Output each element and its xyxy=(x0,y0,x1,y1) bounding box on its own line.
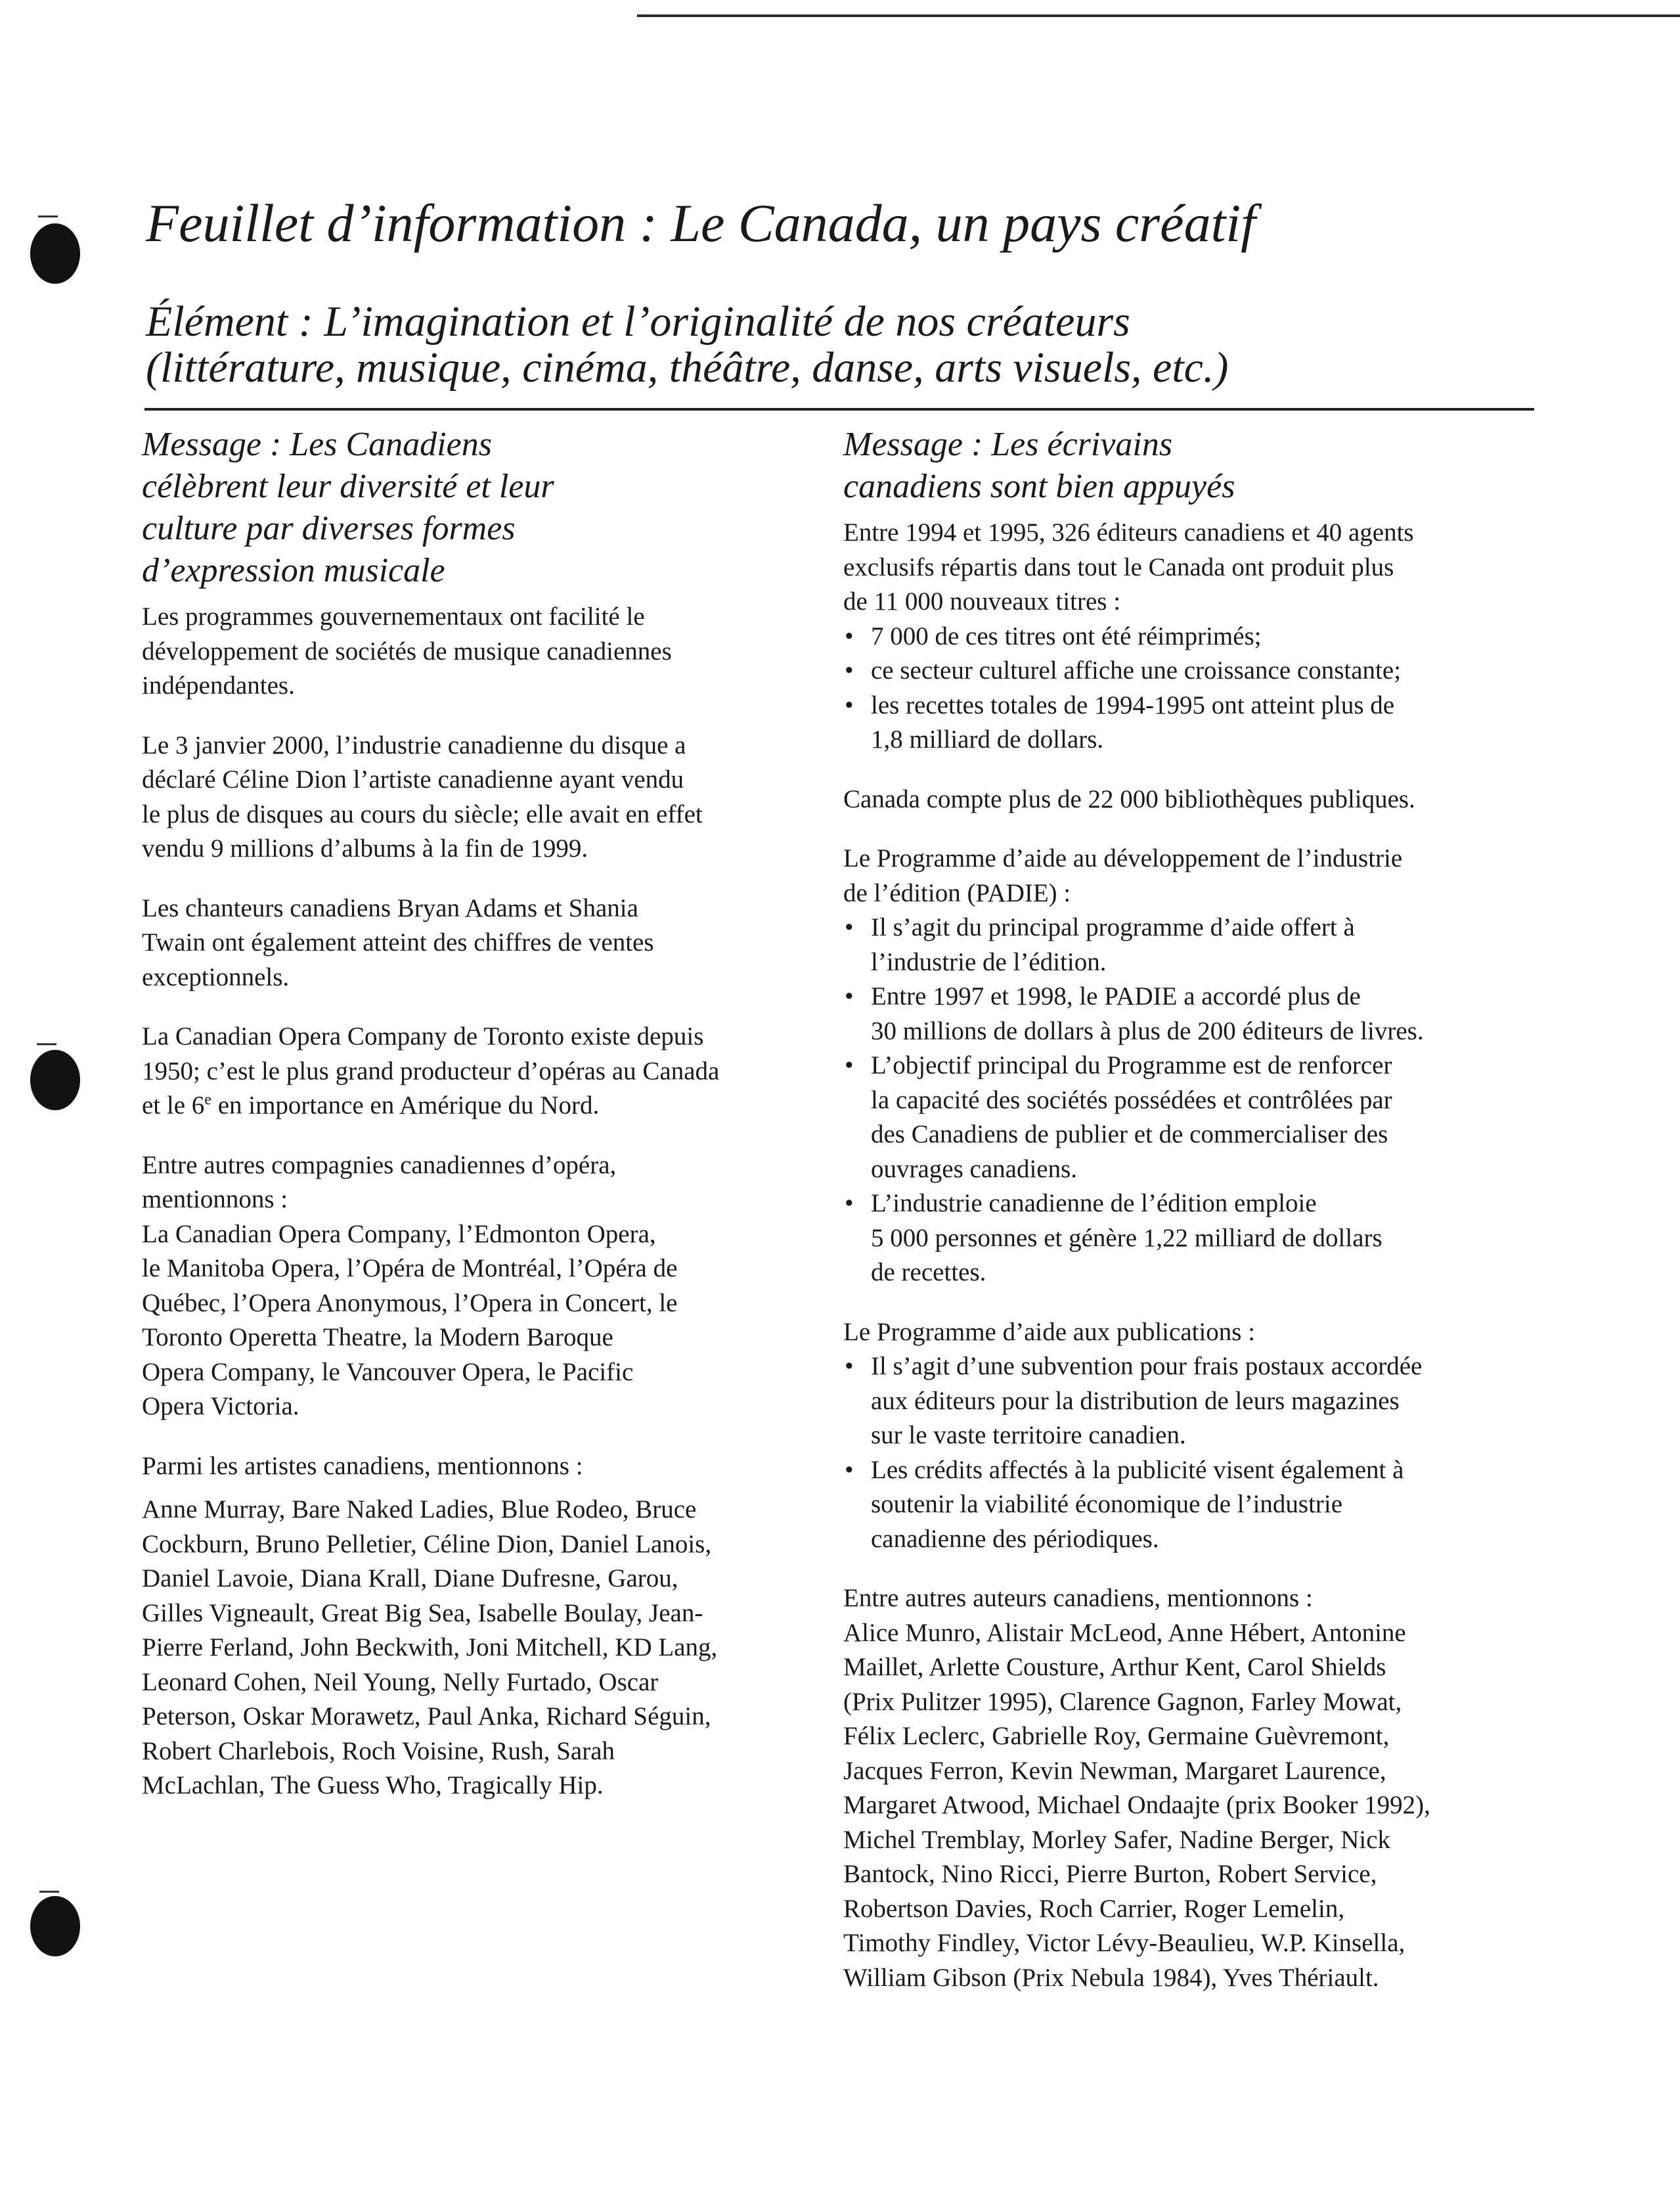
text-line: • les recettes totales de 1994-1995 ont atteint plus de xyxy=(871,690,1395,719)
text-line: le plus de disques au cours du siècle; elle avait en effet xyxy=(142,800,703,828)
text-line: exceptionnels. xyxy=(142,962,290,991)
element-heading-line: Élément : L’imagination et l’originalité de nos créateurs xyxy=(146,298,1130,346)
text-line: développement de sociétés de musique canadiennes xyxy=(142,637,672,665)
text-line: Maillet, Arlette Cousture, Arthur Kent, Carol Shields xyxy=(843,1653,1386,1681)
text-line: Anne Murray, Bare Naked Ladies, Blue Rodeo, Bruce xyxy=(142,1495,697,1523)
text-line: ouvrages canadiens. xyxy=(871,1154,1078,1183)
text-line: Robertson Davies, Roch Carrier, Roger Lemelin, xyxy=(843,1894,1345,1923)
text-line: exclusifs répartis dans tout le Canada ont produit plus xyxy=(843,552,1394,581)
message-line: Message : Les écrivains xyxy=(843,426,1173,463)
text-line: La Canadian Opera Company, l’Edmonton Opera, xyxy=(142,1219,656,1248)
text-line: Les chanteurs canadiens Bryan Adams et Shania xyxy=(142,893,638,922)
right-column xyxy=(843,424,1559,1995)
text-line: McLachlan, The Guess Who, Tragically Hip. xyxy=(142,1771,604,1799)
paragraph-authors-intro xyxy=(843,1581,1559,1616)
superscript: e xyxy=(204,1091,211,1108)
message-line: culture par diverses formes xyxy=(142,510,516,547)
message-line: Message : Les Canadiens xyxy=(142,426,492,463)
text-line: indépendantes. xyxy=(142,671,295,700)
text-line: sur le vaste territoire canadien. xyxy=(871,1421,1186,1449)
text-line: Entre 1994 et 1995, 326 éditeurs canadiens et 40 agents xyxy=(843,518,1414,547)
text-line: Alice Munro, Alistair McLeod, Anne Hébert, Antonine xyxy=(843,1618,1406,1647)
paragraph-artists-intro xyxy=(142,1449,772,1484)
list-item xyxy=(843,688,1559,757)
list-item xyxy=(843,980,1559,1048)
punch-hole-icon xyxy=(30,1896,80,1956)
text-line: Daniel Lavoie, Diana Krall, Diane Dufresne, Garou, xyxy=(142,1564,678,1592)
text-line: Parmi les artistes canadiens, mentionnons : xyxy=(142,1451,583,1480)
text-line: Margaret Atwood, Michael Ondaajte (prix Booker 1992), xyxy=(843,1791,1430,1819)
text-line: Entre autres auteurs canadiens, mentionnons : xyxy=(843,1584,1313,1612)
list-item xyxy=(843,1048,1559,1186)
text-line: Jacques Ferron, Kevin Newman, Margaret Laurence, xyxy=(843,1756,1386,1785)
text-line: Le Programme d’aide aux publications : xyxy=(843,1317,1256,1346)
publishing-facts-list xyxy=(843,620,1559,757)
text-line: Opera Company, le Vancouver Opera, le Pacific xyxy=(142,1357,634,1386)
list-item xyxy=(843,654,1559,688)
punch-mark xyxy=(39,1891,59,1893)
text-line: mentionnons : xyxy=(142,1185,288,1213)
text-line: • L’industrie canadienne de l’édition emploie xyxy=(871,1189,1317,1217)
text-line: aux éditeurs pour la distribution de leurs magazines xyxy=(871,1386,1400,1415)
paragraph-opera-list xyxy=(142,1148,772,1424)
text-line: Les programmes gouvernementaux ont facilité le xyxy=(142,602,645,631)
element-heading xyxy=(146,299,1591,391)
element-heading-line: (littérature, musique, cinéma, théâtre, danse, arts visuels, etc.) xyxy=(146,344,1229,392)
paragraph-singers xyxy=(142,891,772,995)
text-line: Timothy Findley, Victor Lévy-Beaulieu, W.P. Kinsella, xyxy=(843,1929,1405,1957)
text-line: (Prix Pulitzer 1995), Clarence Gagnon, Farley Mowat, xyxy=(843,1687,1402,1716)
padie-list xyxy=(843,911,1559,1290)
text-line: • Il s’agit du principal programme d’aide offert à xyxy=(871,913,1355,941)
text-line: Québec, l’Opera Anonymous, l’Opera in Concert, le xyxy=(142,1288,678,1317)
message-heading-writers xyxy=(843,424,1559,508)
paragraph-celine-dion xyxy=(142,729,772,867)
text-line: Pierre Ferland, John Beckwith, Joni Mitchell, KD Lang, xyxy=(142,1633,718,1661)
text-line: Toronto Operetta Theatre, la Modern Baroque xyxy=(142,1323,613,1351)
text-line: 30 millions de dollars à plus de 200 éditeurs de livres. xyxy=(871,1016,1424,1045)
text-line: Félix Leclerc, Gabrielle Roy, Germaine Guèvremont, xyxy=(843,1722,1390,1750)
punch-mark xyxy=(38,215,58,217)
text-line: déclaré Céline Dion l’artiste canadienne ayant vendu xyxy=(142,765,684,794)
message-line: célèbrent leur diversité et leur xyxy=(142,468,554,505)
left-column xyxy=(142,424,772,1803)
text-line: de l’édition (PADIE) : xyxy=(843,878,1071,907)
message-line: canadiens sont bien appuyés xyxy=(843,468,1235,505)
message-line: d’expression musicale xyxy=(142,552,445,589)
text-line: le Manitoba Opera, l’Opéra de Montréal, l’Opéra de xyxy=(142,1254,678,1282)
message-heading-music xyxy=(142,424,772,592)
text-line: Peterson, Oskar Morawetz, Paul Anka, Richard Séguin, xyxy=(142,1702,711,1730)
text-line: Canada compte plus de 22 000 bibliothèques publiques. xyxy=(843,784,1415,813)
paragraph-authors-list xyxy=(843,1616,1559,1996)
text-line: • ce secteur culturel affiche une croissance constante; xyxy=(871,656,1402,685)
text-fragment: en importance en Amérique du Nord. xyxy=(211,1091,600,1119)
page-title: Feuillet d’information : Le Canada, un pays créatif xyxy=(146,193,1256,253)
paragraph-publications-intro xyxy=(843,1315,1559,1350)
text-line: la capacité des sociétés possédées et contrôlées par xyxy=(871,1085,1392,1114)
punch-hole-icon xyxy=(30,1050,80,1110)
text-line: vendu 9 millions d’albums à la fin de 1999. xyxy=(142,834,588,863)
text-line: Gilles Vigneault, Great Big Sea, Isabelle Boulay, Jean- xyxy=(142,1598,703,1627)
paragraph-libraries xyxy=(843,782,1559,817)
text-line: soutenir la viabilité économique de l’industrie xyxy=(871,1490,1343,1518)
text-line: Michel Tremblay, Morley Safer, Nadine Berger, Nick xyxy=(843,1825,1391,1854)
paragraph-publishers xyxy=(843,516,1559,620)
text-line: • 7 000 de ces titres ont été réimprimés; xyxy=(871,621,1262,650)
text-line: Cockburn, Bruno Pelletier, Céline Dion, Daniel Lanois, xyxy=(142,1529,712,1558)
text-line: de recettes. xyxy=(871,1258,986,1286)
punch-mark xyxy=(37,1043,56,1045)
list-item xyxy=(843,911,1559,980)
text-line: 1,8 milliard de dollars. xyxy=(871,725,1104,754)
text-fragment: et le 6 xyxy=(142,1091,205,1119)
paragraph-programs xyxy=(142,600,772,704)
text-line: Bantock, Nino Ricci, Pierre Burton, Robert Service, xyxy=(843,1860,1377,1888)
text-line: des Canadiens de publier et de commercialiser des xyxy=(871,1120,1388,1148)
text-line: Leonard Cohen, Neil Young, Nelly Furtado, Oscar xyxy=(142,1667,659,1696)
text-line: canadienne des périodiques. xyxy=(871,1524,1159,1553)
text-line: l’industrie de l’édition. xyxy=(871,947,1107,976)
text-line: de 11 000 nouveaux titres : xyxy=(843,587,1121,616)
text-line: William Gibson (Prix Nebula 1984), Yves Thériault. xyxy=(843,1963,1379,1992)
top-rule xyxy=(637,14,1680,17)
paragraph-artists-list xyxy=(142,1493,772,1803)
text-line: Opera Victoria. xyxy=(142,1392,299,1420)
text-line: Entre autres compagnies canadiennes d’opéra, xyxy=(142,1150,617,1179)
list-item xyxy=(843,1453,1559,1557)
paragraph-padie-intro xyxy=(843,842,1559,911)
text-line: Robert Charlebois, Roch Voisine, Rush, Sarah xyxy=(142,1736,615,1765)
text-line: Le 3 janvier 2000, l’industrie canadienne du disque a xyxy=(142,731,686,759)
text-line: Twain ont également atteint des chiffres de ventes xyxy=(142,928,654,957)
text-line: • L’objectif principal du Programme est de renforcer xyxy=(871,1051,1392,1079)
text-line: 5 000 personnes et génère 1,22 milliard de dollars xyxy=(871,1223,1382,1252)
list-item xyxy=(843,1186,1559,1290)
text-line xyxy=(142,1089,772,1123)
list-item xyxy=(843,620,1559,654)
list-item xyxy=(843,1349,1559,1453)
text-line: • Entre 1997 et 1998, le PADIE a accordé plus de xyxy=(871,982,1361,1010)
text-line: Le Programme d’aide au développement de l’industrie xyxy=(843,844,1403,872)
heading-rule xyxy=(144,408,1534,411)
text-line: • Il s’agit d’une subvention pour frais postaux accordée xyxy=(871,1352,1423,1380)
text-line: 1950; c’est le plus grand producteur d’opéras au Canada xyxy=(142,1056,720,1085)
publications-list xyxy=(843,1349,1559,1556)
text-line: • Les crédits affectés à la publicité visent également à xyxy=(871,1455,1404,1484)
paragraph-opera-company xyxy=(142,1020,772,1123)
text-line: La Canadian Opera Company de Toronto existe depuis xyxy=(142,1022,704,1050)
punch-hole-icon xyxy=(30,223,80,284)
